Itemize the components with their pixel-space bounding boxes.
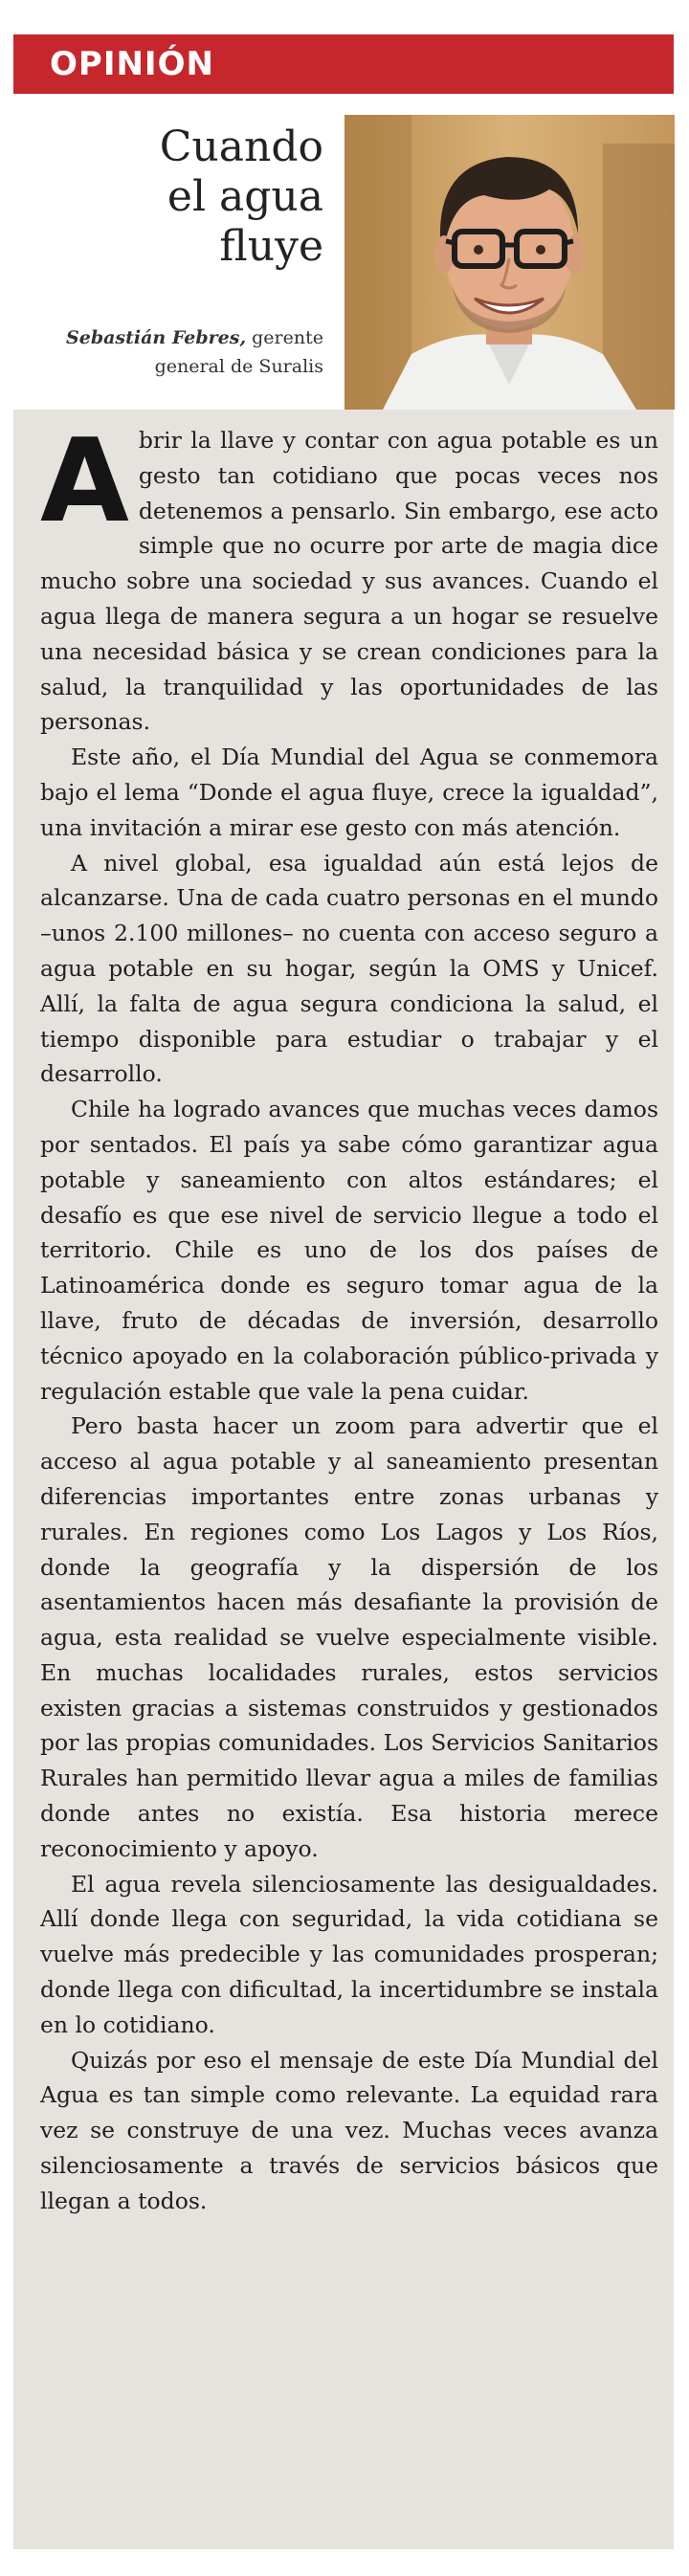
article-paragraph: Quizás por eso el mensaje de este Día Mundial del Agua es tan simple como relevante. La equidad rara vez se construye de una vez. Muchas veces avanza silenciosamente a través de servicios básicos que llegan a todos.: [40, 2046, 658, 2214]
headline: [105, 122, 323, 272]
headline-line: fluye: [219, 222, 323, 271]
article-paragraph: A nivel global, esa igualdad aún está lejos de alcanzarse. Una de cada cuatro personas en el mundo –unos 2.100 millones– no cuenta con acceso seguro a agua potable en su hogar, según la OMS y Unicef. Allí, la falta de agua segura condiciona la salud, el tiempo disponible para estudiar o trabajar y el desarrollo.: [40, 849, 658, 1088]
drop-cap: A: [40, 415, 129, 548]
headline-line: Cuando: [159, 122, 323, 171]
author-name: Sebastián Febres,: [66, 327, 247, 348]
article-paragraph: Chile ha logrado avances que muchas veces damos por sentados. El país ya sabe cómo garantizar agua potable y saneamiento con altos estándares; el desafío es que ese nivel de servicio llegue a todo el territorio. Chile es uno de los dos países de Latinoamérica donde es seguro tomar agua de la llave, fruto de décadas de inversión, desarrollo técnico apoyado en la colaboración público-privada y regulación estable que vale la pena cuidar.: [40, 1096, 658, 1405]
article-paragraph: Pero basta hacer un zoom para advertir que el acceso al agua potable y al saneamiento presentan diferencias importantes entre zonas urbanas y rurales. En regiones como Los Lagos y Los Ríos, donde la geografía y la dispersión de los asentamientos hacen más desafiante la provisión de agua, esta realidad se vuelve especialmente visible. En muchas localidades rurales, estos servicios existen gracias a sistemas construidos y gestionados por las propias comunidades. Los Servicios Sanitarios Rurales han permitido llevar agua a miles de familias donde antes no existía. Esa historia merece reconocimiento y apoyo.: [40, 1412, 658, 1862]
article-body: [40, 415, 658, 2219]
paragraph-text: brir la llave y contar con agua potable es un gesto tan cotidiano que pocas veces nos detenemos a pensarlo. Sin embargo, ese acto simple que no ocurre por arte de magia dice mucho sobre una sociedad y sus avances. Cuando el agua llega de manera segura a un hogar se resuelve una necesidad básica y se crean condiciones para la salud, la tranquilidad y las oportunidades de las personas.: [40, 427, 658, 736]
article-paragraph: [40, 415, 658, 740]
byline: [38, 323, 323, 381]
author-role: general de Suralis: [154, 356, 323, 377]
author-photo: [344, 115, 675, 410]
article-paragraph: Este año, el Día Mundial del Agua se conmemora bajo el lema “Donde el agua fluye, crece la igualdad”, una invitación a mirar ese gesto con más atención.: [40, 744, 658, 841]
section-label: OPINIÓN: [50, 45, 214, 83]
article-paragraph: El agua revela silenciosamente las desigualdades. Allí donde llega con seguridad, la vida cotidiana se vuelve más predecible y las comunidades prosperan; donde llega con dificultad, la incertidumbre se instala en lo cotidiano.: [40, 1870, 658, 2038]
author-role: gerente: [252, 327, 323, 348]
section-header-bar: [13, 34, 674, 94]
headline-line: el agua: [167, 172, 323, 221]
